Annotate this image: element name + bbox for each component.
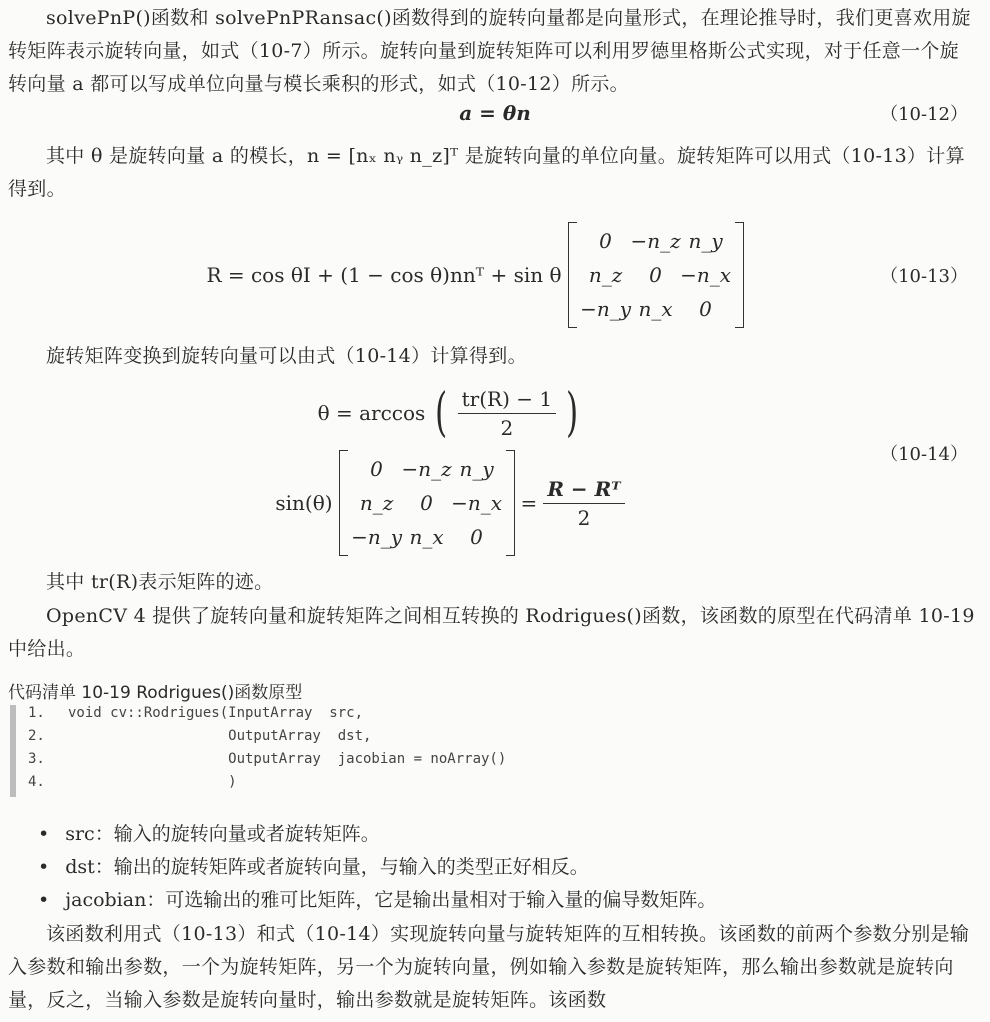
matrix-cell: n_z — [588, 262, 623, 287]
code-text: void cv::Rodrigues(InputArray src, — [68, 705, 364, 721]
matrix-cell: 0 — [470, 525, 483, 549]
code-listing-title: 代码清单 10-19 Rodrigues()函数原型 — [8, 683, 303, 703]
line-number: 4. — [28, 774, 45, 790]
eq-10-14-line-1-body: θ = arccos ( $\frac{tr(R) - 1}{2}$ ) — [317, 383, 579, 443]
code-text: ) — [68, 774, 237, 790]
matrix-cell: 0 — [370, 457, 383, 481]
equation-10-13 — [0, 222, 990, 327]
list-item: • src：输入的旋转向量或者旋转矩阵。 — [38, 818, 716, 851]
matrix-cell: −n_y — [580, 296, 632, 321]
matrix-cell: n_y — [459, 457, 494, 481]
paragraph-2: 其中 θ 是旋转向量 a 的模长，n = [nₓ nᵧ n_z]ᵀ 是旋转向量的单位向量。旋转矩阵可以用式（10-13）计算得到。 — [8, 145, 965, 200]
list-item: • jacobian：可选输出的雅可比矩阵，它是输出量相对于输入量的偏导数矩阵。 — [38, 884, 716, 917]
equation-10-14-line-2 — [0, 444, 990, 558]
eq-10-13-body — [206, 222, 743, 328]
matrix-cell: −n_z — [401, 457, 452, 481]
line-number: 1. — [28, 705, 45, 721]
eq-10-13-number: （10-13） — [880, 265, 968, 287]
parameter-list — [38, 818, 716, 917]
matrix-cell: 0 — [420, 491, 433, 515]
eq-10-14-sin: sin(θ) — [275, 491, 333, 515]
paragraph-4: 其中 tr(R)表示矩阵的迹。 — [46, 571, 274, 593]
list-item: • dst：输出的旋转矩阵或者旋转向量，与输入的类型正好相反。 — [38, 851, 716, 884]
eq-10-13-prefix: R = cos θI + (1 − cos θ)nnᵀ + sin θ — [206, 262, 562, 287]
matrix-cell: n_x — [638, 296, 673, 321]
eq-10-12-body: a = θn — [459, 101, 531, 125]
matrix-cell: n_z — [359, 491, 394, 515]
code-line — [28, 705, 728, 728]
code-line — [28, 774, 728, 797]
line-number: 3. — [28, 751, 45, 767]
code-text: OutputArray jacobian = noArray() — [68, 751, 507, 767]
matrix-cell: n_y — [688, 228, 723, 253]
matrix-cell: 0 — [649, 262, 662, 287]
equation-10-14-line-1 — [0, 382, 990, 444]
matrix-cell: −n_x — [680, 262, 732, 287]
matrix-cell: −n_y — [351, 525, 403, 549]
eq-10-14-rhs-fraction: $\frac{\text{R − Rᵀ}}{2}$ — [543, 477, 624, 530]
paragraph-5: OpenCV 4 提供了旋转向量和旋转矩阵之间相互转换的 Rodrigues()函数，该函数的原型在代码清单 10-19 中给出。 — [8, 605, 975, 660]
code-line — [28, 751, 728, 774]
matrix-cell: −n_x — [451, 491, 503, 515]
paragraph-3: 旋转矩阵变换到旋转向量可以由式（10-14）计算得到。 — [46, 345, 527, 367]
eq-10-13-matrix — [568, 222, 744, 328]
code-listing — [10, 705, 728, 797]
paragraph-1: solvePnP()函数和 solvePnPRansac()函数得到的旋转向量都是向量形式，在理论推导时，我们更喜欢用旋转矩阵表示旋转向量，如式（10-7）所示。旋转向量到旋转矩阵可以利用罗德里格斯公式实现，对于任意一个旋转向量 a 都可以写成单位向量与模长乘积的形式，如式（10-12）所示。 — [8, 7, 971, 95]
code-line — [28, 728, 728, 751]
matrix-cell: −n_z — [630, 228, 681, 253]
matrix-cell: 0 — [599, 228, 612, 253]
equation-10-12 — [0, 98, 990, 128]
eq-10-14-line-2-body: sin(θ) 0 −n_z n_y n_z 0 −n_x −n_y n_x 0 = $\frac{\text{R − Rᵀ}}{2}$ — [275, 450, 624, 556]
eq-10-14-number: （10-14） — [880, 444, 968, 465]
line-number: 2. — [28, 728, 45, 744]
paragraph-6: 该函数利用式（10-13）和式（10-14）实现旋转向量与旋转矩阵的互相转换。该函数的前两个参数分别是输入参数和输出参数，一个为旋转矩阵，另一个为旋转向量，例如输入参数是旋转矩阵，那么输出参数就是旋转向量，反之，当输入参数是旋转向量时，输出参数就是旋转矩阵。该函数 — [8, 923, 970, 1011]
eq-10-14-fraction: $\frac{tr(R) - 1}{2}$ — [458, 387, 556, 440]
eq-10-12-number: （10-12） — [880, 104, 968, 125]
code-text: OutputArray dst, — [68, 728, 372, 744]
eq-10-14-matrix — [339, 450, 515, 556]
matrix-cell: n_x — [409, 525, 444, 549]
eq-10-14-arccos: θ = arccos — [317, 401, 426, 425]
matrix-cell: 0 — [699, 296, 712, 321]
